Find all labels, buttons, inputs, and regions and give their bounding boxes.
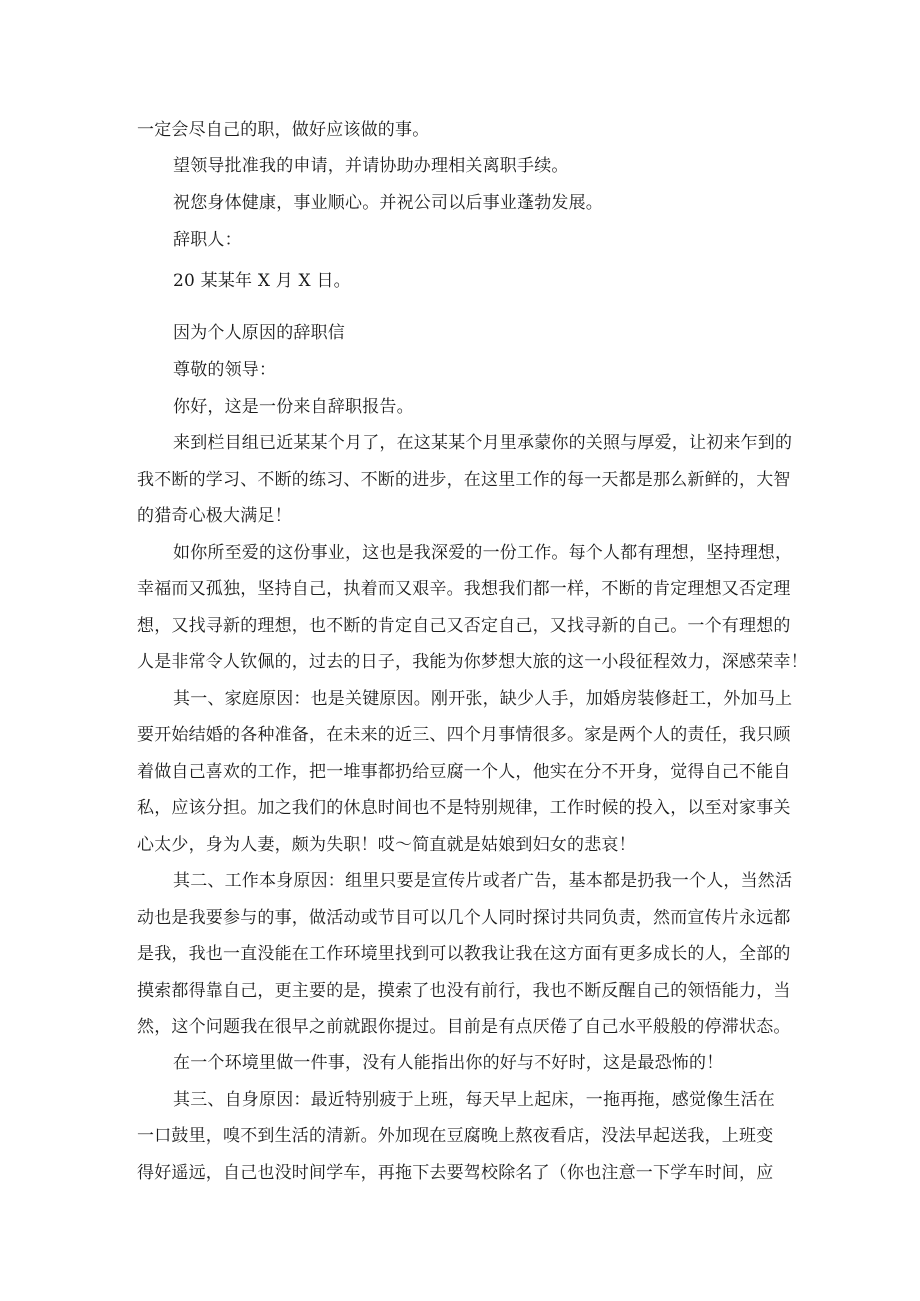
paragraph-line: 我不断的学习、不断的练习、不断的进步，在这里工作的每一天都是那么新鲜的，大智 [137, 470, 791, 490]
paragraph-line: 其二、工作本身原因：组里只要是宣传片或者广告，基本都是扔我一个人，当然活 [173, 871, 793, 891]
paragraph-line: 心太少，身为人妻，颇为失职！哎～简直就是姑娘到妇女的悲哀！ [137, 835, 636, 855]
greeting-line: 你好，这是一份来自辞职报告。 [173, 397, 414, 417]
paragraph-line: 一定会尽自己的职，做好应该做的事。 [137, 120, 430, 140]
paragraph-line: 的猎奇心极大满足！ [137, 506, 292, 526]
paragraph-line: 私，应该分担。加之我们的休息时间也不是特别规律，工作时候的投入，以至对家事关 [137, 798, 791, 818]
paragraph-line: 如你所至爱的这份事业，这也是我深爱的一份工作。每个人都有理想，坚持理想， [173, 543, 793, 563]
paragraph-line: 望领导批准我的申请，并请协助办理相关离职手续。 [173, 156, 569, 176]
paragraph-line: 幸福而又孤独，坚持自己，执着而又艰辛。我想我们都一样，不断的肯定理想又否定理 [137, 579, 791, 599]
paragraph-line: 着做自己喜欢的工作，把一堆事都扔给豆腐一个人，他实在分不开身，觉得自己不能自 [137, 762, 791, 782]
date-line: 20 某某年 X 月 X 日。 [173, 271, 351, 291]
paragraph-line: 要开始结婚的各种准备，在未来的近三、四个月事情很多。家是两个人的责任，我只顾 [137, 725, 791, 745]
paragraph-line: 是我，我也一直没能在工作环境里找到可以教我让我在这方面有更多成长的人，全部的 [137, 944, 791, 964]
paragraph-line: 动也是我要参与的事，做活动或节目可以几个人同时探讨共同负责，然而宣传片永远都 [137, 908, 791, 928]
paragraph-line: 祝您身体健康，事业顺心。并祝公司以后事业蓬勃发展。 [173, 193, 603, 213]
paragraph-line: 得好遥远，自己也没时间学车，再拖下去要驾校除名了（你也注意一下学车时间，应 [137, 1163, 774, 1183]
paragraph-line: 然，这个问题我在很早之前就跟你提过。目前是有点厌倦了自己水平般般的停滞状态。 [137, 1017, 791, 1037]
letter-title: 因为个人原因的辞职信 [173, 323, 345, 343]
paragraph-line: 一口鼓里，嗅不到生活的清新。外加现在豆腐晚上熬夜看店，没法早起送我，上班变 [137, 1126, 774, 1146]
salutation: 尊敬的领导： [173, 360, 277, 380]
signature-label: 辞职人： [173, 230, 242, 250]
paragraph-line: 其一、家庭原因：也是关键原因。刚开张，缺少人手，加婚房装修赶工，外加马上 [173, 689, 793, 709]
paragraph-line: 人是非常令人钦佩的，过去的日子，我能为你梦想大旅的这一小段征程效力，深感荣幸！ [137, 652, 808, 672]
paragraph-line: 想，又找寻新的理想，也不断的肯定自己又否定自己，又找寻新的自己。一个有理想的 [137, 616, 791, 636]
paragraph-line: 摸索都得靠自己，更主要的是，摸索了也没有前行，我也不断反醒自己的领悟能力，当 [137, 981, 791, 1001]
paragraph-line: 在一个环境里做一件事，没有人能指出你的好与不好时，这是最恐怖的！ [173, 1053, 724, 1073]
paragraph-line: 其三、自身原因：最近特别疲于上班，每天早上起床，一拖再拖，感觉像生活在 [173, 1090, 775, 1110]
paragraph-line: 来到栏目组已近某某个月了，在这某某个月里承蒙你的关照与厚爱，让初来乍到的 [173, 433, 793, 453]
